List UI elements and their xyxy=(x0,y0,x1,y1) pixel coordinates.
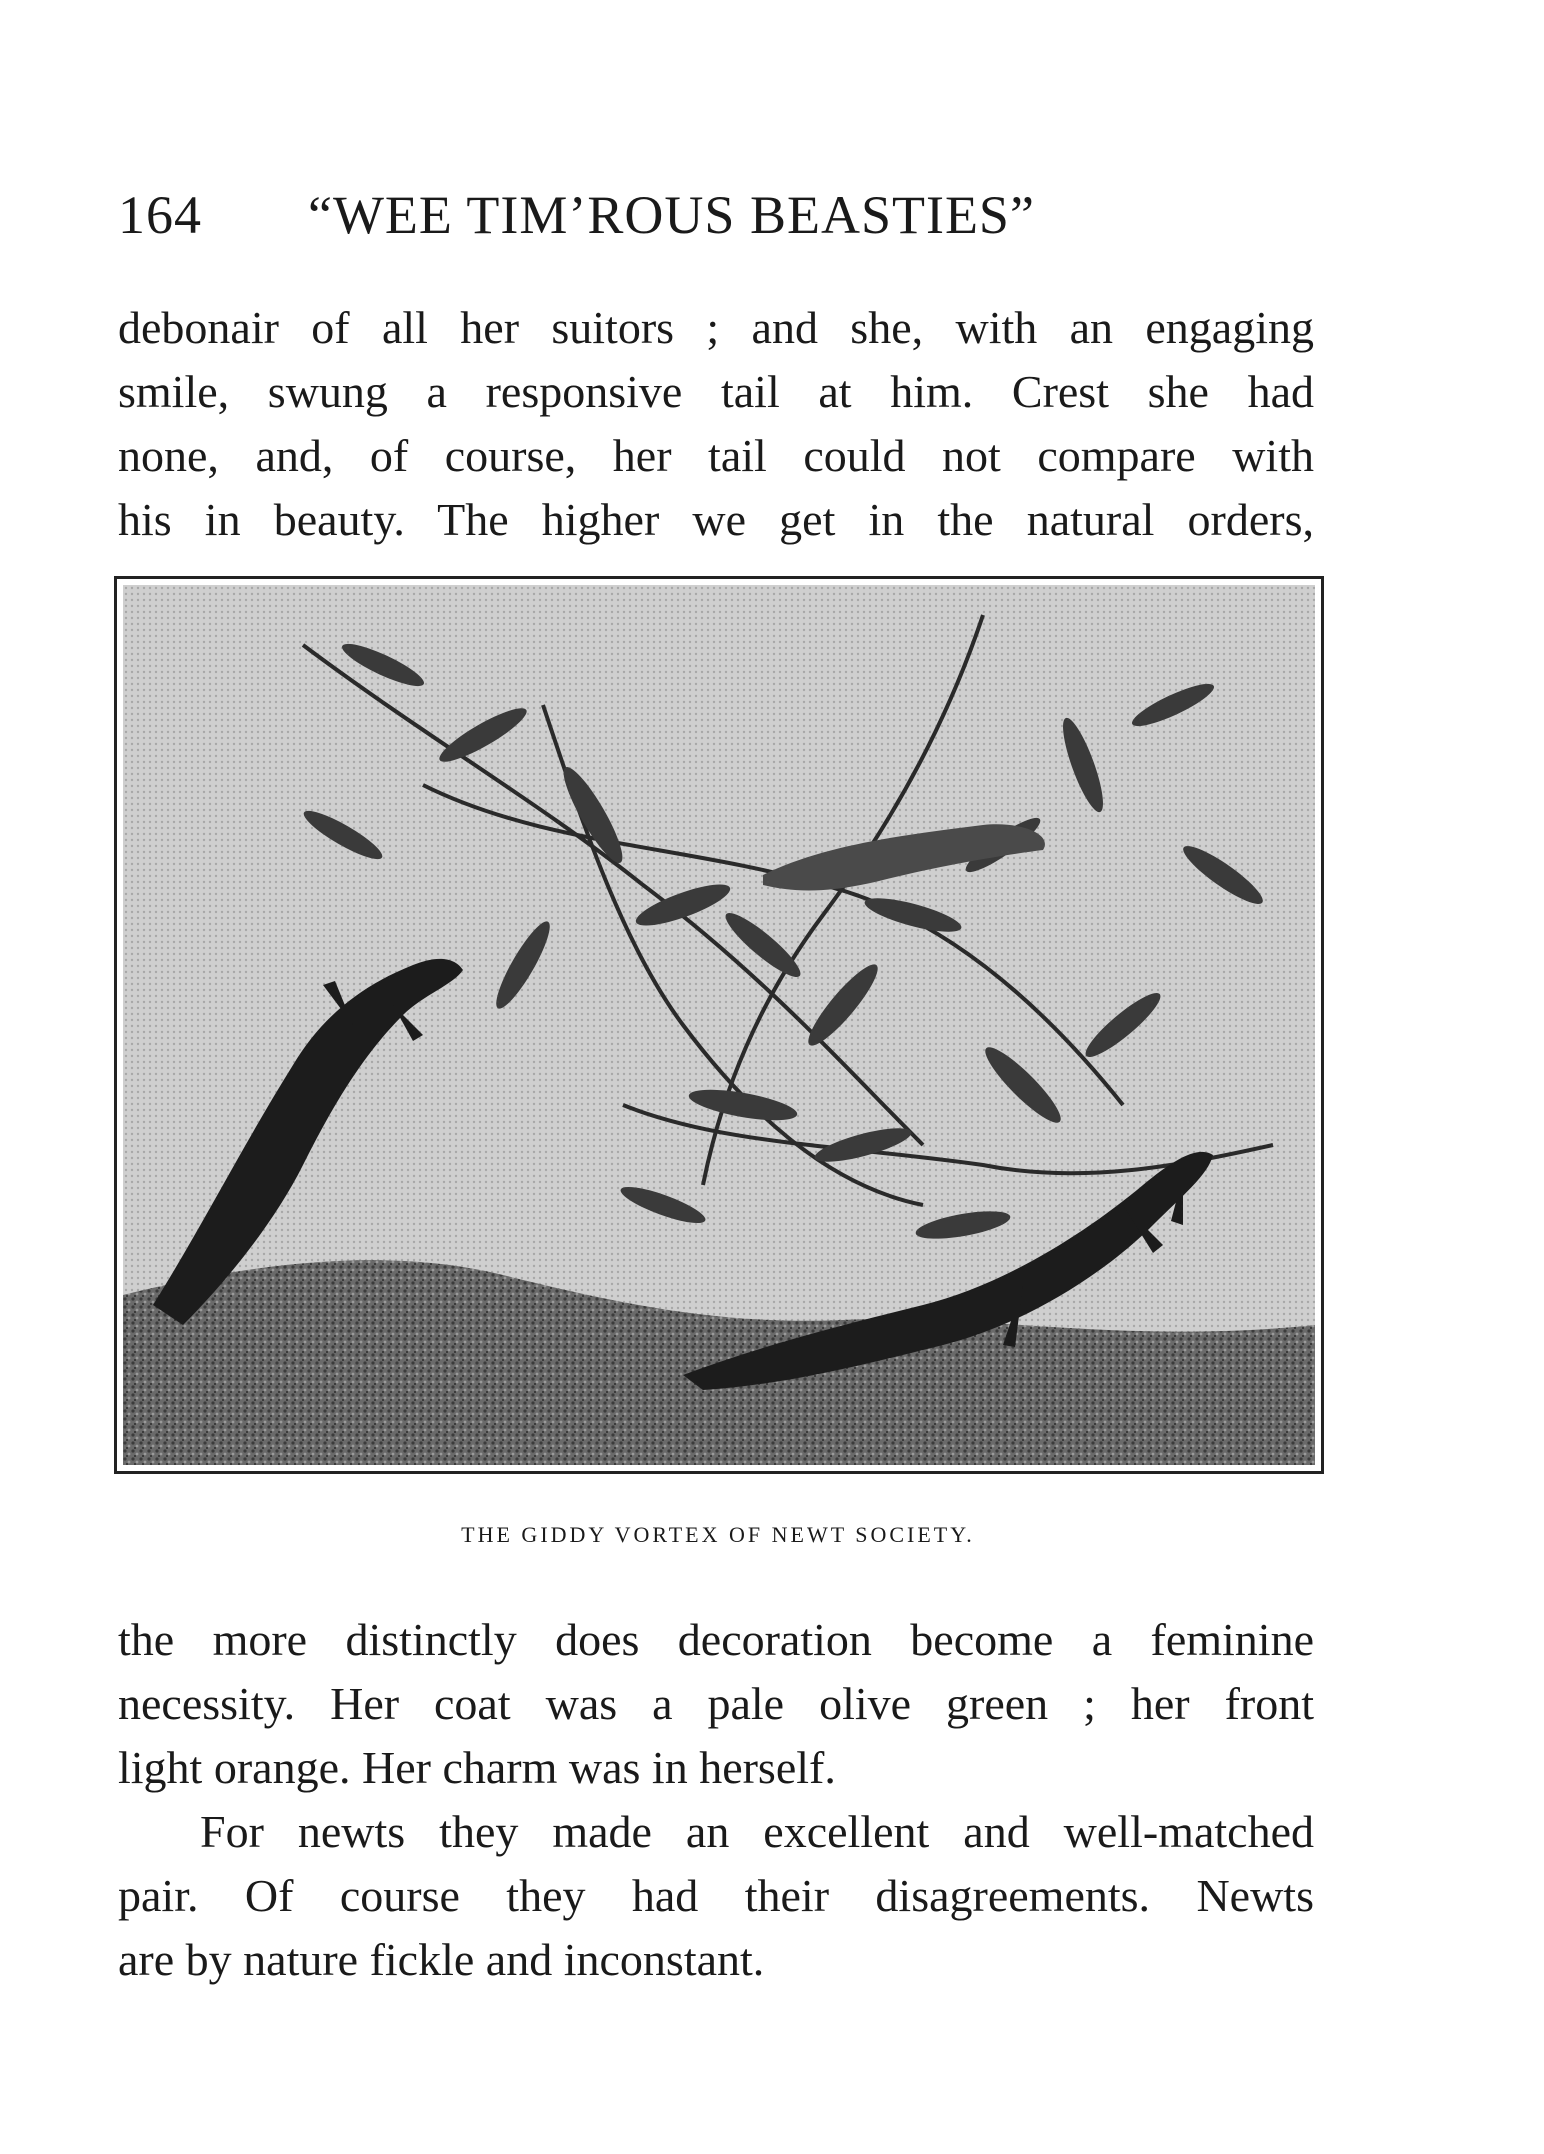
text-line: For newts they made an excellent and well-matched xyxy=(200,1806,1314,1857)
paragraph-top xyxy=(118,296,1314,552)
text-line: light orange. Her charm was in herself. xyxy=(118,1742,836,1793)
text-line: smile, swung a responsive tail at him. Crest she had xyxy=(118,366,1314,417)
paragraph-bottom xyxy=(118,1608,1314,1992)
figure-caption: THE GIDDY VORTEX OF NEWT SOCIETY. xyxy=(461,1522,975,1547)
running-head xyxy=(118,180,1318,250)
newt-photograph xyxy=(114,576,1324,1474)
text-line: none, and, of course, her tail could not compare with xyxy=(118,430,1314,481)
text-line: are by nature fickle and inconstant. xyxy=(118,1934,765,1985)
text-line: his in beauty. The higher we get in the natural orders, xyxy=(118,494,1314,545)
text-line: debonair of all her suitors ; and she, with an engaging xyxy=(118,302,1314,353)
text-line: pair. Of course they had their disagreements. Newts xyxy=(118,1870,1314,1921)
text-line: the more distinctly does decoration become a feminine xyxy=(118,1614,1314,1665)
newt-photo-illustration xyxy=(123,585,1315,1465)
page-number: 164 xyxy=(118,185,202,245)
running-title: “WEE TIM’ROUS BEASTIES” xyxy=(308,185,1035,245)
text-line: necessity. Her coat was a pale olive green ; her front xyxy=(118,1678,1314,1729)
